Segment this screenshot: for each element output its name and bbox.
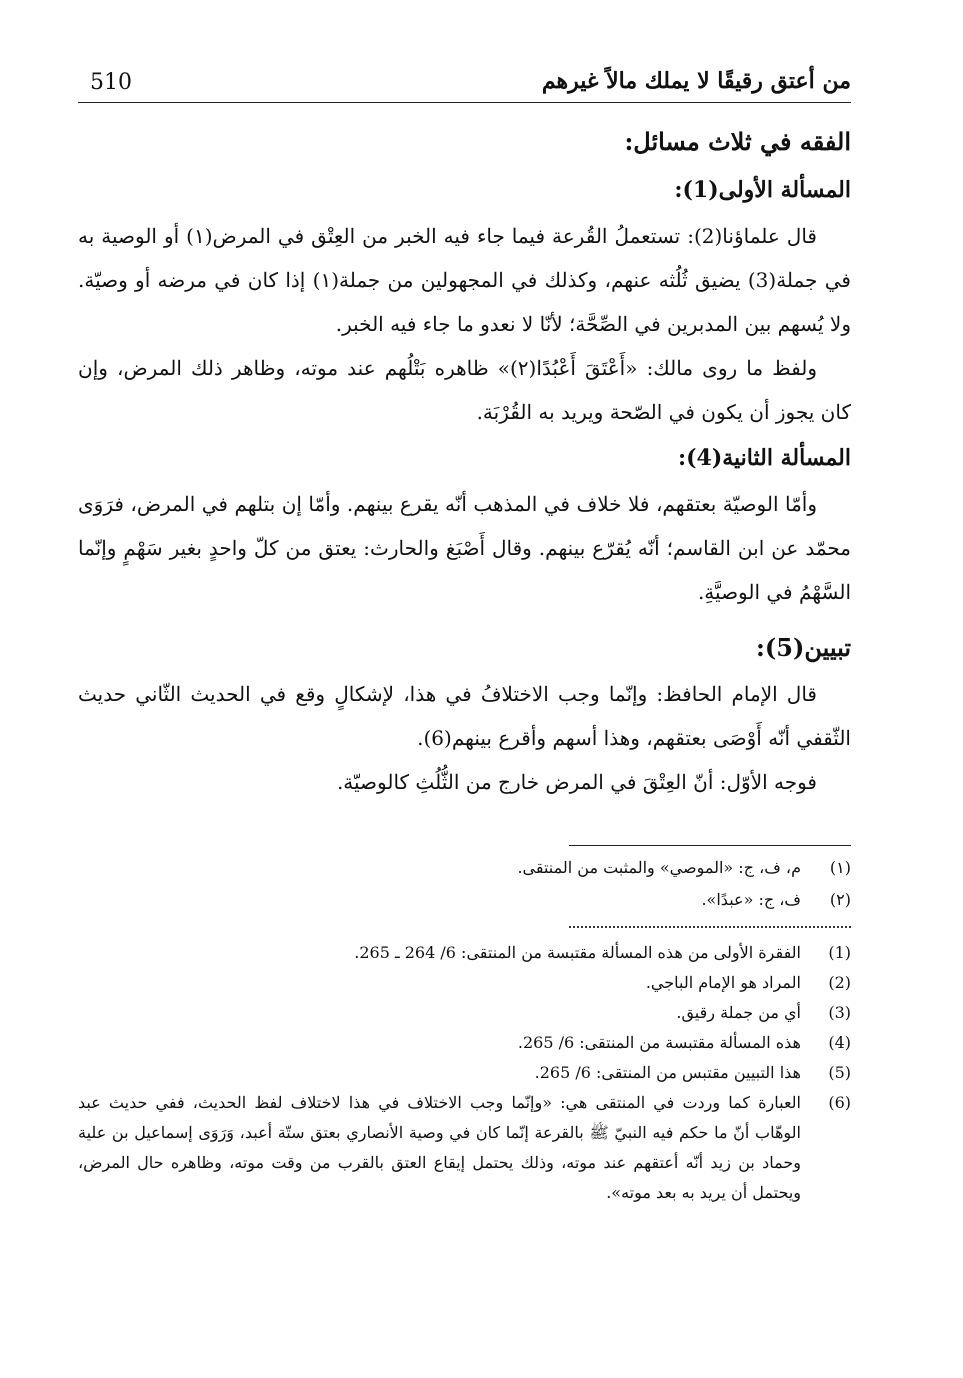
section-heading: الفقه في ثلاث مسائل: — [624, 127, 851, 156]
footnote-item — [78, 968, 851, 998]
paragraph-2: ولفظ ما روى مالك: «أَعْتَقَ أَعْبُدًا(٢)» ظاهره بَتْلُهم عند موته، وظاهر ذلك المرض، وإن كان يجوز أن يكون في الصّحة ويريد به القُرْبَة. — [78, 356, 851, 424]
footnote-number: (5) — [828, 1063, 851, 1082]
footnote-number: (6) — [828, 1093, 851, 1112]
footnote-number: (4) — [828, 1033, 851, 1052]
footnote-text: هذا التبيين مقتبس من المنتقى: 6/ 265. — [534, 1063, 801, 1082]
footnote-item — [78, 1058, 851, 1088]
paragraph-5: فوجه الأوّل: أنّ العِتْقَ في المرض خارج من الثُّلُثِ كالوصيّة. — [336, 770, 817, 794]
running-title: من أعتق رقيقًا لا يملك مالاً غيرهم — [541, 68, 851, 94]
footnote-number: (3) — [828, 1003, 851, 1022]
footnote-number: (١) — [829, 858, 851, 877]
footnote-text: المراد هو الإمام الباجي. — [645, 973, 801, 992]
main-text — [78, 118, 851, 804]
tabyin-heading: تبيين(5): — [756, 633, 851, 662]
footnote-text: م، ف، ج: «الموصي» والمثبت من المنتقى. — [517, 858, 801, 877]
footnote-text: ف، ج: «عبدًا». — [701, 890, 801, 909]
footnote-item — [78, 1028, 851, 1058]
footnote-item — [78, 998, 851, 1028]
paragraph-4: قال الإمام الحافظ: وإنّما وجب الاختلافُ في هذا، لإشكالٍ وقع في الحديث الثّاني حديث الثّقفي أنّه أَوْصَى بعتقهم، وهذا أسهم وأقرع بينهم(6). — [78, 682, 851, 750]
footnote-text: العبارة كما وردت في المنتقى هي: «وإنّما وجب الاختلاف في هذا لاختلاف لفظ الحديث، ففي حديث عبد الوهّاب أنّ ما حكم فيه النبيّ ﷺ بالقرعة إنّما كان في وصية الأنصاري بعتق ستّة أعبد، وَرَوَى إسماعيل بن علية وحماد بن زيد أنّه أعتقهم عند موته، وذلك يحتمل إيقاع العتق بالقرب من وقت موته، وظاهره حال المرض، ويحتمل أن يريد به بعد موته». — [78, 1093, 802, 1202]
footnotes — [78, 845, 851, 1208]
footnote-item — [78, 1088, 851, 1208]
footnote-number: (٢) — [829, 890, 851, 909]
footnote-number: (1) — [828, 943, 851, 962]
footnote-text: أي من جملة رقيق. — [676, 1003, 801, 1022]
footnote-rule — [569, 845, 851, 846]
footnote-item — [78, 852, 851, 884]
footnote-number: (2) — [828, 973, 851, 992]
paragraph-1: قال علماؤنا(2): تستعملُ القُرعة فيما جاء فيه الخبر من العِتْق في المرض(١) أو الوصية به في جملة(3) يضيق ثُلُثه عنهم، وكذلك في المجهولين من جملة(١) إذا كان في مرضه أو وصيّة. ولا يُسهم بين المدبرين في الصِّحَّة؛ لأنّا لا نعدو ما جاء فيه الخبر. — [78, 224, 851, 336]
footnote-text: الفقرة الأولى من هذه المسألة مقتبسة من المنتقى: 6/ 264 ـ 265. — [354, 943, 801, 962]
dotted-separator — [569, 926, 851, 928]
paragraph-3: وأمّا الوصيّة بعتقهم، فلا خلاف في المذهب أنّه يقرع بينهم. وأمّا إن بتلهم في المرض، فرَوَى محمّد عن ابن القاسم؛ أنّه يُقرّع بينهم. وقال أَصْبَغ والحارث: يعتق من كلّ واحدٍ بغير سَهْمٍ وإنّما السَّهْمُ في الوصيَّةِ. — [78, 492, 851, 604]
footnote-item — [78, 938, 851, 968]
footnote-item — [78, 884, 851, 916]
question-two-heading: المسألة الثانية(4): — [678, 445, 851, 471]
footnote-text: هذه المسألة مقتبسة من المنتقى: 6/ 265. — [517, 1033, 801, 1052]
page-number: 510 — [90, 70, 132, 95]
question-one-heading: المسألة الأولى(1): — [674, 177, 851, 203]
page-header — [78, 60, 851, 103]
